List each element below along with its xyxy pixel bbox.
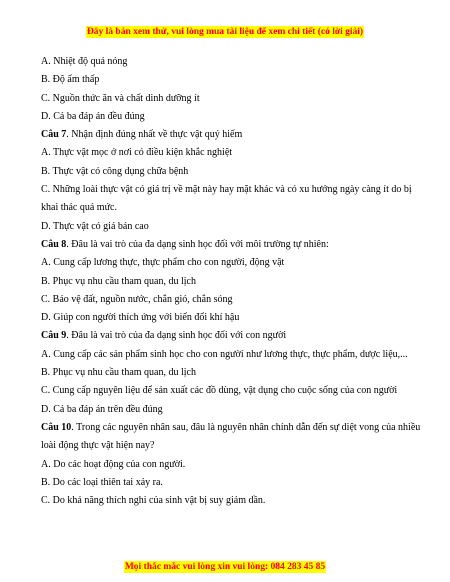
option-q7-a: A. Thực vật mọc ở nơi có điều kiện khắc nghiệt: [41, 147, 233, 159]
option-q6-c: C. Nguồn thức ăn và chất dinh dưỡng ít: [41, 92, 200, 104]
option-q10-b: B. Do các loại thiên tai xảy ra.: [41, 476, 163, 488]
question-7-text: . Nhận định đúng nhất về thực vật quý hiếm: [66, 129, 243, 141]
option-q9-a: A. Cung cấp các sản phẩm sinh học cho con người như lương thực, thực phẩm, dược liệu,...: [41, 348, 408, 360]
question-8-label: Câu 8: [41, 238, 67, 250]
question-8-text: . Đâu là vai trò của đa dạng sinh học đối với môi trường tự nhiên:: [66, 238, 329, 250]
option-q8-d: D. Giúp con người thích ứng với biến đổi khí hậu: [41, 312, 240, 324]
option-q6-d: D. Cả ba đáp án đều đúng: [41, 110, 145, 122]
question-10-label: Câu 10: [41, 421, 72, 433]
preview-notice-banner: Đây là bản xem thử, vui lòng mua tài liệu để xem chi tiết (có lời giải): [86, 27, 364, 37]
option-q10-c: C. Do khả năng thích nghi của sinh vật bị suy giảm dần.: [41, 495, 266, 507]
option-q8-b: B. Phục vụ nhu cầu tham quan, du lịch: [41, 275, 196, 287]
option-q9-d: D. Cả ba đáp án trên đều đúng: [41, 403, 163, 415]
option-q7-d: D. Thực vật có giá bán cao: [41, 220, 149, 232]
question-10: [41, 419, 421, 456]
option-q7-c: C. Những loài thực vật có giá trị về mặt này hay mặt khác và có xu hướng ngày càng ít do bị khai thác quá mức.: [41, 184, 412, 214]
question-9: [41, 327, 421, 345]
option-q8-c: C. Bảo vệ đất, nguồn nước, chắn gió, chắn sóng: [41, 293, 233, 305]
document-body: [41, 53, 421, 510]
contact-notice-banner: Mọi thắc mắc vui lòng xin vui lòng: 084 283 45 85: [124, 562, 326, 572]
question-10-text: . Trong các nguyên nhân sau, đâu là nguyên nhân chính dẫn đến sự diệt vong của nhiều loài động thực vật hiện nay?: [41, 421, 421, 452]
option-q9-b: B. Phục vụ nhu cầu tham quan, du lịch: [41, 367, 196, 379]
question-9-text: . Đâu là vai trò của đa dạng sinh học đối với con người: [66, 330, 287, 342]
option-q7-b: B. Thực vật có công dụng chữa bệnh: [41, 165, 189, 177]
option-q9-c: C. Cung cấp nguyên liệu để sản xuất các đồ dùng, vật dụng cho cuộc sống của con người: [41, 385, 398, 397]
option-q6-b: B. Độ ẩm thấp: [41, 74, 100, 86]
option-q8-a: A. Cung cấp lương thực, thực phẩm cho con người, động vật: [41, 257, 285, 269]
question-7-label: Câu 7: [41, 129, 67, 141]
question-8: [41, 236, 421, 254]
question-9-label: Câu 9: [41, 330, 67, 342]
option-q6-a: A. Nhiệt độ quá nóng: [41, 56, 128, 67]
question-7: [41, 126, 421, 144]
option-q10-a: A. Do các hoạt động của con người.: [41, 458, 186, 470]
